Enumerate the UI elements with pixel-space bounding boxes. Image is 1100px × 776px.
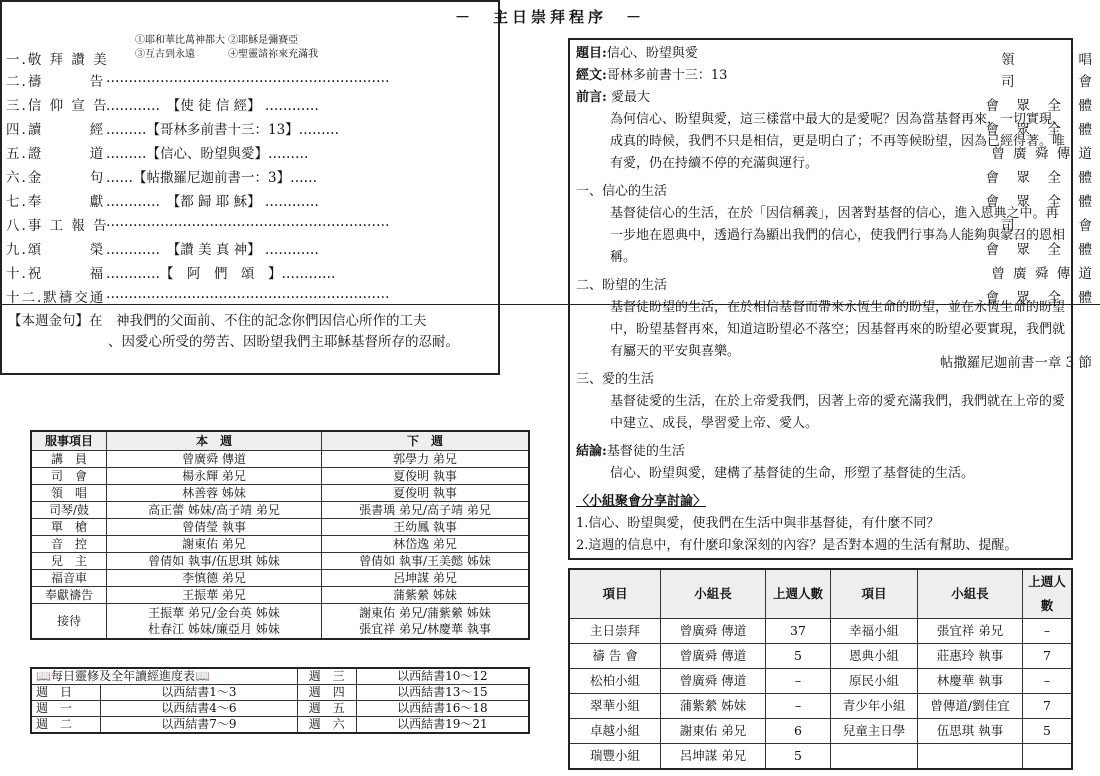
order-leader: 領 唱 — [1001, 52, 1094, 68]
group-cell: 瑞豐小組 — [569, 744, 661, 770]
verse-reference: 帖撒羅尼迦前書一章 3 節 — [939, 355, 1092, 371]
order-leader: 會 眾 全 體 — [985, 290, 1094, 306]
order-content: …………【 阿 們 頌 】………… — [106, 266, 336, 282]
reading-cell: 週 五 — [297, 701, 356, 717]
group-cell: 林慶華 執事 — [918, 669, 1023, 694]
service-person — [107, 604, 322, 640]
group-cell — [1023, 744, 1073, 770]
group-cell: 曾廣舜 傳道 — [661, 644, 766, 669]
order-leader: 會 眾 全 體 — [985, 170, 1094, 186]
order-content: ……………………………………………………… — [106, 286, 390, 302]
table-row — [31, 502, 529, 519]
group-cell: 曾傳道/劉佳宜 — [918, 694, 1023, 719]
sermon-conclusion-heading: 結論:基督徒的生活 — [576, 444, 685, 459]
group-cell: 兒童主日學 — [831, 719, 918, 744]
service-person: 郭學力 弟兄 — [322, 451, 530, 468]
service-role: 司琴/鼓 — [31, 502, 107, 519]
sermon-intro-heading: 前言: 愛最大 — [576, 90, 650, 105]
verse-line-2: 、因愛心所受的勞苦、因盼望我們主耶穌基督所存的忍耐。 — [108, 334, 459, 350]
discussion-title: 〈小組聚會分享討論〉 — [576, 494, 707, 509]
service-role: 奉獻禱告 — [31, 587, 107, 604]
service-role: 兒 主 — [31, 553, 107, 570]
host-next-2: 張宜祥 弟兄/林慶華 執事 — [359, 622, 491, 636]
service-person: 曾倩瑩 執事 — [107, 519, 322, 536]
group-cell: 翠華小組 — [569, 694, 661, 719]
group-cell: 恩典小組 — [831, 644, 918, 669]
section-hope-title: 二、盼望的生活 — [576, 278, 668, 293]
section-faith-body: 基督徒信心的生活，在於「因信稱義」，因著對基督的信心，進入恩典之中。再一步地在恩典中，透過行為顯出我們的信心，使我們行事為人能夠與蒙召的恩相稱。 — [610, 206, 1066, 265]
col-header-attendance: 上週人數 — [1023, 569, 1073, 619]
table-row — [569, 694, 1072, 719]
order-item: 七.奉 獻 — [6, 194, 106, 210]
reading-cell: 週 二 — [31, 717, 101, 734]
service-person: 楊永輝 弟兄 — [107, 468, 322, 485]
group-cell: 張宜祥 弟兄 — [918, 619, 1023, 644]
order-leader: 會 眾 全 體 — [985, 242, 1094, 258]
reading-cell: 週 日 — [31, 685, 101, 701]
service-person: 李慎德 弟兄 — [107, 570, 322, 587]
table-row — [31, 587, 529, 604]
reading-cell: 週 一 — [31, 701, 101, 717]
table-row — [31, 570, 529, 587]
order-content: ……【帖撒羅尼迦前書一：3】…… — [106, 170, 318, 186]
order-item: 四.讀 經 — [6, 122, 106, 138]
col-header-next-week: 下 週 — [322, 431, 530, 451]
section-love-body: 基督徒愛的生活，在於上帝愛我們，因著上帝的愛充滿我們，我們就在上帝的愛中建立、成長，學習愛上帝、愛人。 — [610, 394, 1066, 431]
order-leader: 會 眾 全 體 — [985, 98, 1094, 114]
service-person: 高正蕾 姊妹/高子靖 弟兄 — [107, 502, 322, 519]
reading-title: 📖每日靈修及全年讀經進度表📖 — [31, 668, 297, 685]
group-cell: 幸福小組 — [831, 619, 918, 644]
group-cell: 蒲紫縈 姊妹 — [661, 694, 766, 719]
section-faith-title: 一、信心的生活 — [576, 184, 668, 199]
service-person: 夏俊明 執事 — [322, 485, 530, 502]
col-header-item: 服事項目 — [31, 431, 107, 451]
table-row — [569, 744, 1072, 770]
group-cell: 37 — [766, 619, 831, 644]
group-cell: 禱 告 會 — [569, 644, 661, 669]
group-cell: 5 — [1023, 719, 1073, 744]
hymn-line-2: ③互古到永遠 ④聖靈請祢來充滿我 — [135, 49, 319, 60]
table-row — [31, 536, 529, 553]
service-person: 蒲紫縈 姊妹 — [322, 587, 530, 604]
order-item: 三.信 仰 宣 告 — [6, 98, 109, 114]
sermon-intro-body: 為何信心、盼望與愛，這三樣當中最大的是愛呢？因為當基督再來，一切實現、成真的時候，我們不只是相信，更是明白了；不再等候盼望，因為已經得著。唯有愛，仍在持續不停的充滿與運行。 — [610, 112, 1066, 171]
group-cell: 莊惠玲 執事 — [918, 644, 1023, 669]
order-content: ………【哥林多前書十三：13】……… — [106, 122, 340, 138]
table-row — [569, 644, 1072, 669]
service-person: 曾廣舜 傳道 — [107, 451, 322, 468]
order-leader: 司 會 — [1001, 74, 1094, 90]
reading-cell: 以西結書1～3 — [101, 685, 298, 701]
group-cell — [918, 744, 1023, 770]
service-role: 音 控 — [31, 536, 107, 553]
reading-cell: 以西結書19～21 — [356, 717, 529, 734]
group-cell: – — [1023, 619, 1073, 644]
group-cell: 伍思琪 執事 — [918, 719, 1023, 744]
reading-cell: 以西結書7～9 — [101, 717, 298, 734]
service-role: 福音車 — [31, 570, 107, 587]
order-leader: 會 眾 全 體 — [985, 194, 1094, 210]
reading-cell: 週 四 — [297, 685, 356, 701]
service-person: 林善蓉 姊妹 — [107, 485, 322, 502]
reading-cell: 以西結書16～18 — [356, 701, 529, 717]
col-header-attendance: 上週人數 — [766, 569, 831, 619]
order-leader: 曾 廣 舜 傳 道 — [991, 146, 1094, 162]
reading-schedule-table — [30, 667, 530, 734]
order-leader: 司 會 — [1001, 218, 1094, 234]
group-cell: – — [766, 669, 831, 694]
order-content: ………【信心、盼望與愛】……… — [106, 146, 309, 162]
group-cell: 7 — [1023, 644, 1073, 669]
group-attendance-table — [568, 568, 1073, 770]
section-love-title: 三、愛的生活 — [576, 372, 655, 387]
order-item: 九.頌 榮 — [6, 242, 106, 258]
group-cell: 松柏小組 — [569, 669, 661, 694]
group-cell: 主日崇拜 — [569, 619, 661, 644]
service-role: 司 會 — [31, 468, 107, 485]
col-header-item: 項目 — [831, 569, 918, 619]
service-person: 王幼鳳 執事 — [322, 519, 530, 536]
service-role: 講 員 — [31, 451, 107, 468]
order-item: 六.金 句 — [6, 170, 106, 186]
order-item: 八.事 工 報 告 — [6, 218, 109, 234]
order-content: ………… 【讚 美 真 神】 ………… — [106, 242, 319, 258]
service-person — [322, 604, 530, 640]
host-this-1: 王振華 弟兄/金台英 姊妹 — [148, 606, 280, 620]
table-row — [31, 604, 529, 640]
group-cell: 曾廣舜 傳道 — [661, 669, 766, 694]
discussion-question-2: 2.這週的信息中，有什麼印象深刻的內容？是否對本週的生活有幫助、提醒。 — [576, 538, 1018, 553]
reading-cell: 週 六 — [297, 717, 356, 734]
sermon-outline-panel — [568, 38, 1073, 560]
hymn-line-1: ①耶和華比萬神都大 ②耶穌是彌賽亞 — [135, 35, 299, 46]
service-person: 呂坤謀 弟兄 — [322, 570, 530, 587]
group-cell: 7 — [1023, 694, 1073, 719]
group-cell: – — [1023, 669, 1073, 694]
sermon-scripture: 經文:哥林多前書十三：13 — [576, 68, 728, 83]
table-row — [569, 669, 1072, 694]
service-person: 王振華 弟兄 — [107, 587, 322, 604]
reading-cell: 以西結書13～15 — [356, 685, 529, 701]
sermon-conclusion-body: 信心、盼望與愛，建構了基督徒的生命，形塑了基督徒的生活。 — [610, 466, 975, 481]
order-item: 一.敬 拜 讚 美 — [6, 52, 109, 68]
order-item: 五.證 道 — [6, 146, 106, 162]
service-role: 接待 — [31, 604, 107, 640]
reading-cell: 以西結書10～12 — [356, 668, 529, 685]
discussion-question-1: 1.信心、盼望與愛，使我們在生活中與非基督徒，有什麼不同？ — [576, 516, 940, 531]
table-row — [31, 468, 529, 485]
table-row — [31, 519, 529, 536]
service-person: 謝東佑 弟兄 — [107, 536, 322, 553]
order-item: 二.禱 告 — [6, 74, 106, 90]
group-cell: 原民小組 — [831, 669, 918, 694]
table-row — [31, 485, 529, 502]
service-person: 張書瑀 弟兄/高子靖 弟兄 — [322, 502, 530, 519]
verse-line-1: 【本週金句】在 神我們的父面前、不住的記念你們因信心所作的工夫 — [8, 313, 427, 329]
col-header-leader: 小組長 — [918, 569, 1023, 619]
host-this-2: 杜春江 姊妹/廉亞月 姊妹 — [148, 622, 280, 636]
order-content: ………… 【都 歸 耶 穌】 ………… — [106, 194, 319, 210]
service-role: 領 唱 — [31, 485, 107, 502]
group-cell: 呂坤謀 弟兄 — [661, 744, 766, 770]
service-person: 夏俊明 執事 — [322, 468, 530, 485]
table-row — [31, 553, 529, 570]
service-role: 單 槍 — [31, 519, 107, 536]
group-cell: 曾廣舜 傳道 — [661, 619, 766, 644]
group-cell: 謝東佑 弟兄 — [661, 719, 766, 744]
service-person: 曾倩如 執事/伍思琪 姊妹 — [107, 553, 322, 570]
order-leader: 會 眾 全 體 — [985, 122, 1094, 138]
col-header-leader: 小組長 — [661, 569, 766, 619]
section-hope-body: 基督徒盼望的生活，在於相信基督而帶來永恆生命的盼望，並在永恆生命的盼望中，盼望基督再來，知道這盼望必不落空；因基督再來的盼望必要實現，我們就有屬天的平安與喜樂。 — [610, 300, 1066, 359]
table-row — [569, 619, 1072, 644]
service-person: 林岱逸 弟兄 — [322, 536, 530, 553]
service-roster-table — [30, 430, 530, 640]
group-cell: – — [766, 694, 831, 719]
reading-cell: 以西結書4～6 — [101, 701, 298, 717]
group-cell: 卓越小組 — [569, 719, 661, 744]
service-person: 曾倩如 執事/王美懿 姊妹 — [322, 553, 530, 570]
worship-title: － 主日崇拜程序 － — [454, 8, 645, 26]
col-header-this-week: 本 週 — [107, 431, 322, 451]
host-next-1: 謝東佑 弟兄/蒲紫縈 姊妹 — [359, 606, 491, 620]
sermon-topic: 題目:信心、盼望與愛 — [576, 46, 698, 61]
col-header-item: 項目 — [569, 569, 661, 619]
order-content: ……………………………………………………… — [106, 214, 390, 230]
order-leader: 曾 廣 舜 傳 道 — [991, 266, 1094, 282]
table-row — [31, 451, 529, 468]
group-cell: 6 — [766, 719, 831, 744]
order-content: ……………………………………………………… — [106, 70, 390, 86]
order-item: 十二.默禱交通 — [6, 290, 106, 306]
group-cell — [831, 744, 918, 770]
order-item: 十.祝 福 — [6, 266, 106, 282]
group-cell: 5 — [766, 644, 831, 669]
table-row — [569, 719, 1072, 744]
group-cell: 5 — [766, 744, 831, 770]
order-content: ………… 【使 徒 信 經】 ………… — [106, 98, 319, 114]
group-cell: 青少年小組 — [831, 694, 918, 719]
reading-cell: 週 三 — [297, 668, 356, 685]
